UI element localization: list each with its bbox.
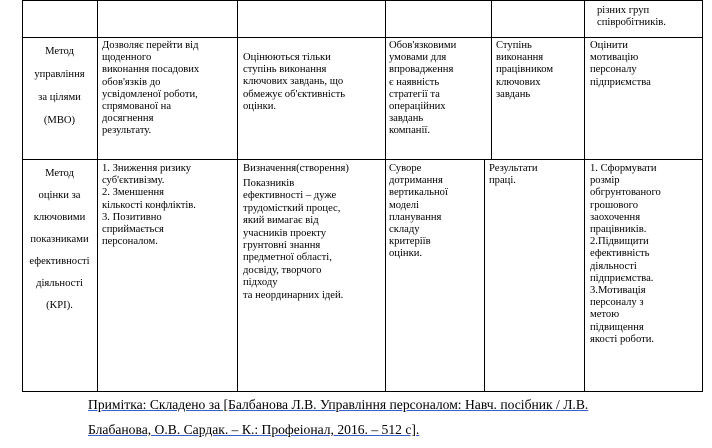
table-cell-method-kpi: Метод оцінки за ключовими показниками ефективності діяльності (KPI). xyxy=(29,168,90,311)
table-col-divider-5 xyxy=(584,0,585,392)
table-cell-disadvantages-kpi: Показників ефективності – дуже трудомісткий процес, який вимагає від учасників проекту грунтовні знання предметної області, досвіду, творчого підходу та неординарних ідей. xyxy=(243,178,344,301)
source-note-line-2: Блабанова, О.В. Сардак. – К.: Профеіонал, 2016. – 512 с]. xyxy=(88,422,420,437)
table-cell-criteria-kpi: Результати праці. xyxy=(489,163,538,187)
table-border-row1 xyxy=(22,37,703,38)
table-cell-criteria-mbo: Ступінь виконання працівником ключових завдань xyxy=(496,40,554,100)
table-cell-advantages-kpi: 1. Зниження ризику суб'єктивізму. 2. Зменшення кількості конфліктів. 3. Позитивно сприймається персоналом. xyxy=(102,163,196,248)
table-cell-conditions-kpi: Суворе дотримання вертикальної моделі планування складу критеріїв оцінки. xyxy=(389,163,448,260)
table-col-divider-3 xyxy=(385,0,386,392)
table-cell-disadvantages-mbo: Оцінюються тільки ступінь виконання ключових завдань, що обмежує об'єктивність оцінки. xyxy=(243,52,346,112)
table-col-divider-4a xyxy=(491,0,492,159)
table-col-divider-1 xyxy=(97,0,98,392)
table-border-left xyxy=(22,0,23,392)
table-border-right xyxy=(702,0,703,392)
table-cell-conditions-mbo: Обов'язковими умовами для впровадження є наявність стратегії та операційних завдань компанії. xyxy=(389,40,457,137)
table-col-divider-2 xyxy=(237,0,238,392)
table-col-divider-4b xyxy=(484,159,485,392)
table-cell-method-mbo: Метод управління за цілями (МВО) xyxy=(34,46,85,126)
table-cell-disadvantages-kpi-head: Визначення(створення) xyxy=(243,163,349,174)
table-cell-advantages-mbo: Дозволяє перейти від щоденного виконання посадових обов'язків до усвідомленої роботи, спрямованої на досягнення результату. xyxy=(102,40,200,137)
table-border-row2 xyxy=(22,159,703,160)
source-note-line-1: Примітка: Складено за [Балбанова Л.В. Управління персоналом: Навч. посібник / Л.В. xyxy=(88,397,589,412)
table-cell-goals-mbo: Оцінити мотивацію персоналу підприємства xyxy=(590,40,651,88)
table-cell-top-goals: різних груп співробітників. xyxy=(597,5,666,29)
table-border-top xyxy=(22,0,703,1)
table-cell-goals-kpi: 1. Сформувати розмір обгрунтованого грошового заохочення працівників. 2.Підвищити ефективність діяльності підприємства. 3.Мотивація персоналу з метою підвищення якості роботи. xyxy=(590,163,661,345)
